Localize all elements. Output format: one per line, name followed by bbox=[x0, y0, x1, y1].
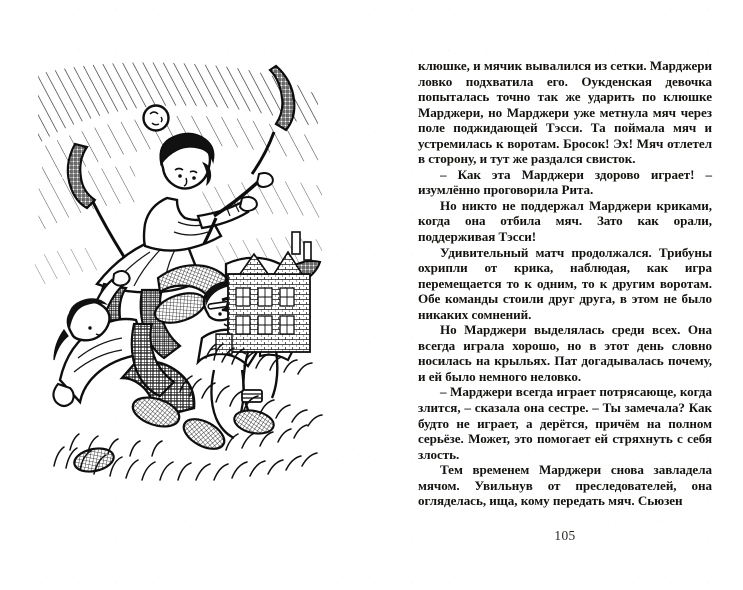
paragraph: Удивительный матч продолжался. Трибуны охрипли от крика, наблюдая, как игра перемещается то к одним, то к другим воротам. Обе команды стоили друг друга, в этом не было никаких сомнений. bbox=[418, 244, 712, 322]
flying-ball bbox=[144, 106, 169, 131]
paragraph: клюшке, и мячик вывалился из сетки. Марджери ловко подхватила его. Оукденская девочка попыталась точно так же ударить по клюшке Марджери, но Марджери уже метнула мяч через поле поджидающей Тэсси. Та поймала мяч и устремилась к воротам. Бросок! Эх! Мяч отлетел в сторону, и тут же раздался свисток. bbox=[418, 58, 712, 167]
body-text-column bbox=[418, 58, 712, 543]
illustration-svg bbox=[30, 62, 325, 490]
illustration-lacrosse-match bbox=[30, 62, 325, 490]
paragraph: – Марджери всегда играет потрясающе, когда злится, – сказала она сестре. – Ты замечала? Как будто не играет, а дерётся, причём на полном серьёзе. Может, это помогает ей стряхнуть с себя злость. bbox=[418, 384, 712, 462]
paragraph: Тем временем Марджери снова завладела мячом. Увильнув от преследователей, она огляделась, ища, кому передать мяч. Сьюзен bbox=[418, 462, 712, 509]
paragraph: Но Марджери выделялась среди всех. Она всегда играла хорошо, но в этот день словно носилась на крыльях. Пат догадывалась почему, и ей было немного неловко. bbox=[418, 322, 712, 384]
page-number: 105 bbox=[554, 528, 576, 543]
right-page bbox=[371, 0, 743, 590]
left-page bbox=[0, 0, 371, 590]
paragraph: Но никто не поддержал Марджери криками, когда она отбила мяч. Зато как орали, поддерживая Тэсси! bbox=[418, 197, 712, 245]
paragraph: – Как эта Марджери здорово играет! – изумлённо проговорила Рита. bbox=[418, 166, 712, 198]
